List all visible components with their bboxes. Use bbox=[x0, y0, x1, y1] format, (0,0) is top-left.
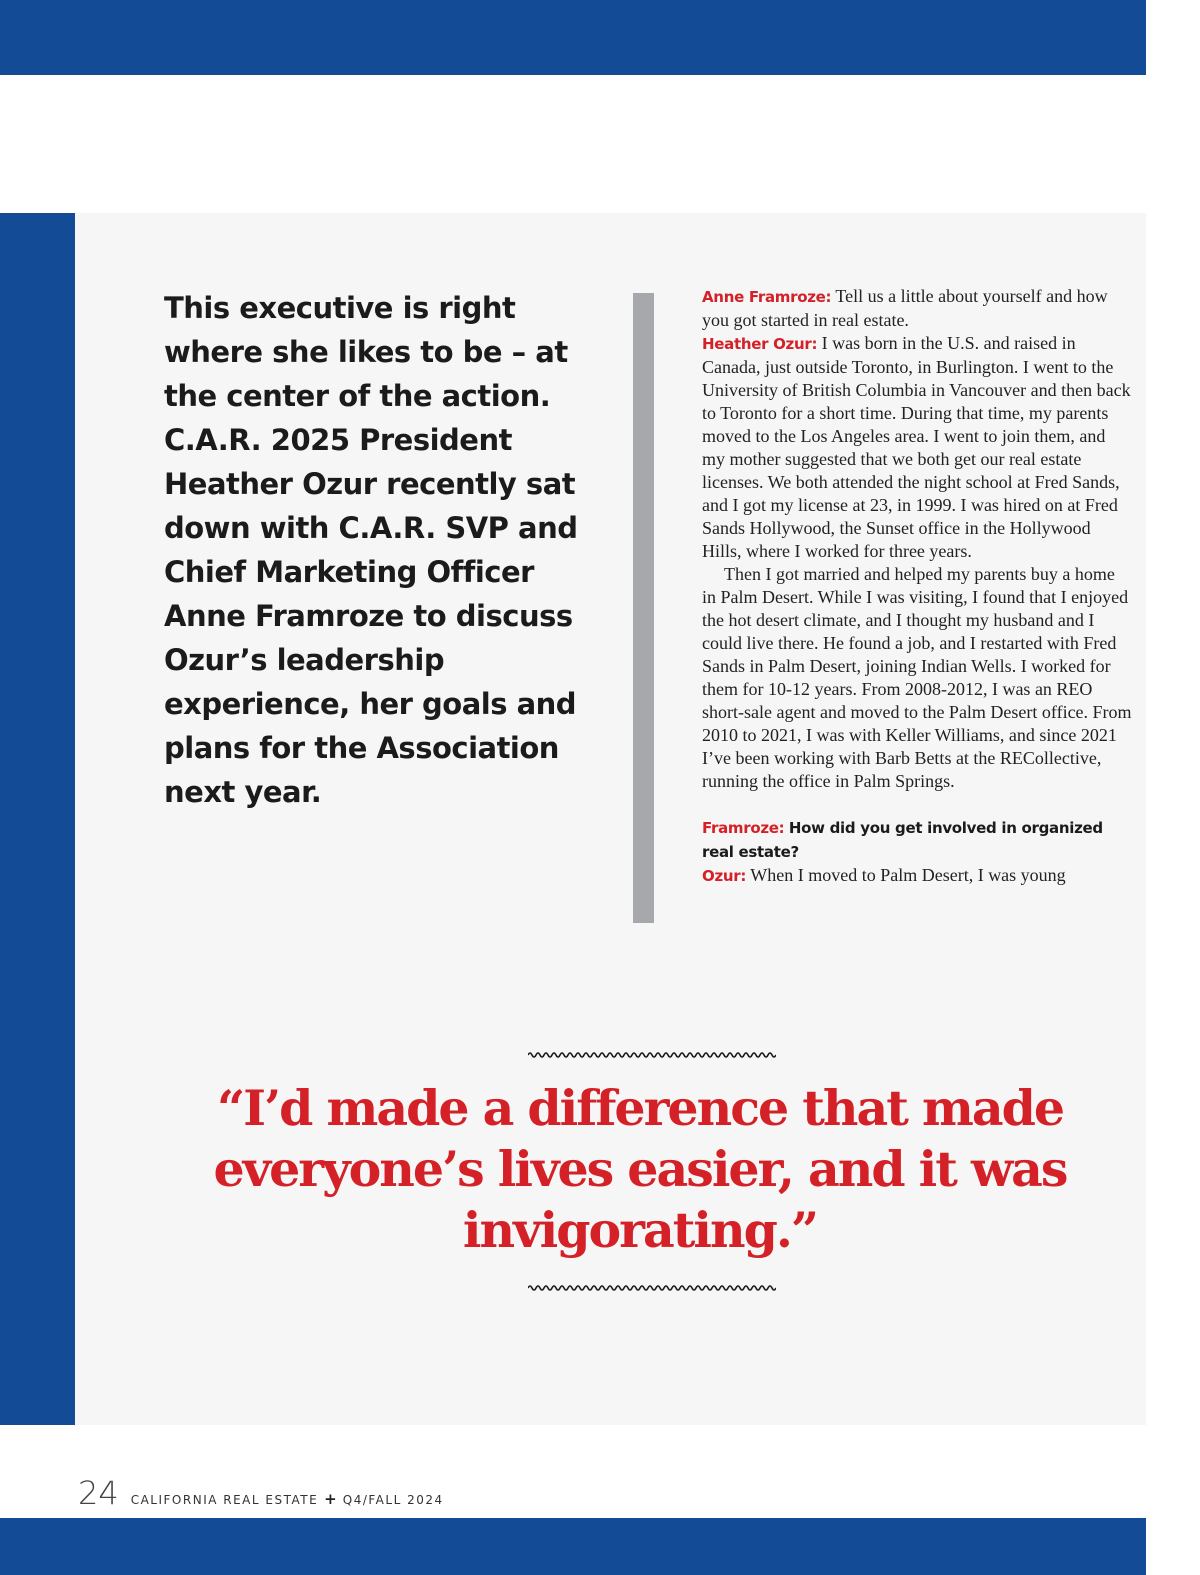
footer-separator: + bbox=[324, 1490, 337, 1508]
top-color-bar bbox=[0, 0, 1146, 75]
interview-text bbox=[702, 285, 1132, 888]
question-speaker: Framroze: bbox=[702, 819, 785, 837]
question-1 bbox=[702, 285, 1132, 332]
issue-label: Q4/FALL 2024 bbox=[342, 1493, 444, 1507]
left-color-bar bbox=[0, 213, 75, 1425]
intro-text: This executive is right where she likes to be – at the center of the action. C.A.R. 2025 President Heather Ozur recently sat down with C.A.R. SVP and Chief Marketing Officer Anne Framroze to discuss Ozur’s leadership experience, her goals and plans for the Association next year. bbox=[164, 291, 578, 809]
question-speaker: Anne Framroze: bbox=[702, 288, 832, 306]
answer-speaker: Ozur: bbox=[702, 867, 747, 885]
column-divider bbox=[633, 293, 654, 923]
question-text: Tell us a little about yourself and how you got started in real estate. bbox=[702, 286, 1108, 330]
question-text: How did you get involved in organized real estate? bbox=[702, 819, 1103, 861]
answer-text: When I moved to Palm Desert, I was young bbox=[750, 865, 1066, 885]
answer-speaker: Heather Ozur: bbox=[702, 335, 818, 353]
answer-text: I was born in the U.S. and raised in Canada, just outside Toronto, in Burlington. I went to the University of British Columbia in Vancouver and then back to Toronto for a short time. During that time, my parents moved to the Los Angeles area. I went to join them, and my mother suggested that we both get our real estate licenses. We both attended the night school at Fred Sands, and I got my license at 23, in 1999. I was hired on at Fred Sands Hollywood, the Sunset office in the Hollywood Hills, where I worked for three years. bbox=[702, 333, 1131, 561]
pull-quote: “I’d made a difference that made everyone’s lives easier, and it was invigorating.” bbox=[213, 1079, 1067, 1259]
top-wave-ornament bbox=[528, 1049, 776, 1061]
answer-1 bbox=[702, 332, 1132, 563]
bottom-wave-ornament bbox=[528, 1282, 776, 1294]
publication-name: CALIFORNIA REAL ESTATE bbox=[130, 1493, 319, 1507]
answer-2 bbox=[702, 864, 1132, 888]
question-2 bbox=[702, 816, 1132, 864]
page-number: 24 bbox=[78, 1474, 119, 1512]
bottom-color-bar bbox=[0, 1518, 1146, 1575]
page-footer bbox=[78, 1474, 444, 1514]
answer-1-paragraph-2: Then I got married and helped my parents buy a home in Palm Desert. While I was visiting, I found that I enjoyed the hot desert climate, and I thought my husband and I could live there. He found a job, and I restarted with Fred Sands in Palm Desert, joining Indian Wells. I worked for them for 10-12 years. From 2008-2012, I was an REO short-sale agent and moved to the Palm Desert office. From 2010 to 2021, I was with Keller Williams, and since 2021 I’ve been working with Barb Betts at the RECollective, running the office in Palm Springs. bbox=[702, 564, 1132, 791]
